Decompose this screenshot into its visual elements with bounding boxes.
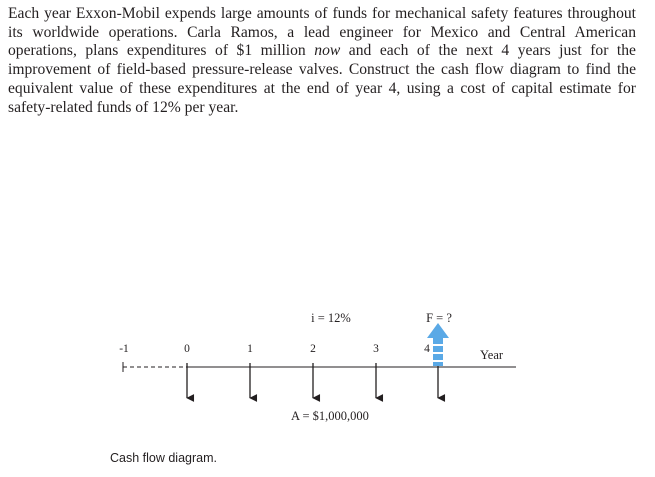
problem-text-part1: Each year Exxon-Mobil expends large amounts of funds for mechanical safety features throughout its worldwide operations. Carla Ramos, a lead engineer for Mexico and Central American operations, plans expenditures of $1 million (8, 5, 636, 60)
future-arrow-segment-2 (433, 346, 443, 352)
annuity-label: A = $1,000,000 (291, 409, 369, 423)
period-labels (119, 343, 430, 355)
axis-year-label: Year (480, 348, 504, 362)
period-label: -1 (119, 343, 129, 355)
future-arrow-segment-1 (433, 338, 443, 344)
future-value-arrow (427, 323, 449, 366)
period-label: 0 (184, 343, 190, 355)
interest-rate-label: i = 12% (311, 311, 351, 325)
period-label: 1 (247, 343, 253, 355)
future-arrow-segment-3 (433, 354, 443, 360)
problem-text-now: now (314, 42, 341, 60)
period-label: 4 (424, 343, 430, 355)
future-arrow-head (427, 323, 449, 338)
future-arrow-segment-4 (433, 362, 443, 366)
figure-caption: Cash flow diagram. (110, 451, 217, 465)
period-label: 3 (373, 343, 379, 355)
problem-text-part2: and each of the next 4 years just for the improvement of field-based pressure-release valves. Construct the cash flow diagram to find the equivalent value of these expenditures at the end of year 4, using a cost of capital estimate for safety-related funds of 12% per year. (8, 42, 636, 116)
future-value-label: F = ? (426, 311, 452, 325)
outflow-arrows (187, 363, 438, 398)
period-label: 2 (310, 343, 316, 355)
